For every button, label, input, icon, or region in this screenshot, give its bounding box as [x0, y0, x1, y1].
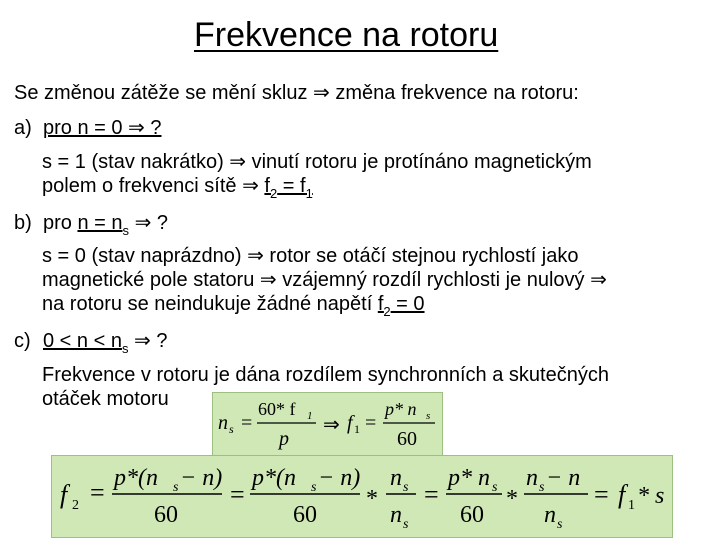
case-c-heading-post: ⇒ ? — [128, 330, 168, 352]
f1-num2-sub: s — [426, 410, 431, 422]
case-a-heading: pro n = 0 ⇒ ? — [43, 117, 162, 139]
case-b-line1: s = 0 (stav naprázdno) ⇒ rotor se otáčí stejnou rychlostí jako — [42, 245, 579, 267]
f1-f1-sub: 1 — [354, 422, 360, 436]
f1-lhs: n — [218, 412, 228, 434]
case-b-f2-zero — [377, 293, 425, 319]
f2-lhs: f — [60, 480, 68, 509]
f1-eq2: = — [365, 412, 377, 434]
f2-lhs-sub: 2 — [72, 498, 79, 513]
f1-f1: f — [347, 412, 353, 434]
case-b-heading-post: ⇒ ? — [129, 212, 169, 234]
f2-frac3-den: n — [390, 502, 402, 528]
f2-frac4-num: p* n — [448, 465, 490, 491]
formula2-svg — [52, 456, 672, 537]
case-c-inequality — [43, 330, 129, 356]
f1-num1: 60* f — [258, 399, 296, 419]
case-b-label: b) — [14, 212, 32, 234]
f2-frac5-num: n — [526, 465, 538, 491]
formula2-box — [51, 455, 673, 538]
f2-frac2-num: p*(n — [252, 465, 296, 491]
implies-icon: ⇒ — [313, 80, 330, 104]
f2-frac1-num-end: − n) — [180, 465, 223, 491]
f2-star1: * — [366, 486, 378, 512]
f2-subscript: 2 — [269, 186, 278, 201]
f2-frac1-num: p*(n — [114, 465, 158, 491]
case-a-line1: s = 1 (stav nakrátko) ⇒ vinutí rotoru je protínáno magnetickým — [42, 151, 592, 173]
ns-subscript: s — [121, 341, 129, 356]
f2-eq2: = — [230, 480, 245, 509]
n-equals-ns: n = n — [77, 212, 123, 234]
f2-frac5-den: n — [544, 502, 556, 528]
f2-star2: * — [506, 486, 518, 512]
case-b-line3-before: na rotoru se neindukuje žádné napětí — [42, 293, 378, 315]
f2-frac3-den-sub: s — [403, 517, 409, 532]
case-a-label: a) — [14, 117, 32, 139]
formula1-svg — [213, 393, 442, 456]
inequality-text: 0 < n < n — [43, 330, 122, 352]
case-b-line3 — [42, 292, 425, 324]
intro-line — [14, 80, 579, 105]
f2-frac5-num-sub: s — [539, 480, 545, 495]
intro-after: změna frekvence na rotoru: — [329, 82, 579, 104]
case-b-heading-eq — [77, 212, 130, 238]
f2-rhs-end: * s — [637, 483, 665, 509]
f2-eq1: = — [90, 478, 105, 507]
f2-eq3: = — [424, 480, 439, 509]
implies-icon: ⇒ — [323, 412, 340, 436]
page-title: Frekvence na rotoru — [194, 16, 499, 54]
f1-subscript: 1 — [305, 186, 313, 201]
f1-lhs-sub: s — [229, 422, 234, 436]
f2-frac1-den: 60 — [154, 502, 178, 528]
f2-frac2-num-sub: s — [311, 480, 317, 495]
f2-frac4-den: 60 — [460, 502, 484, 528]
equals-zero: = 0 — [390, 293, 425, 315]
case-c-label: c) — [14, 330, 31, 352]
case-b-heading — [43, 211, 168, 243]
f2-rhs: f — [618, 480, 626, 509]
f1-num1-sub: 1 — [307, 410, 313, 422]
case-a-line2 — [42, 174, 313, 206]
f2-frac5-den-sub: s — [557, 517, 563, 532]
case-c-heading — [43, 329, 167, 361]
f2-frac3-num-sub: s — [403, 480, 409, 495]
case-b-heading-pre: pro — [43, 212, 78, 234]
f1-den1: p — [279, 428, 289, 450]
f2-symbol: f — [377, 293, 384, 315]
case-b-line2: magnetické pole statoru ⇒ vzájemný rozdíl rychlosti je nulový ⇒ — [42, 269, 607, 291]
f1-eq: = — [241, 412, 253, 434]
equals-f1: = f — [277, 175, 306, 197]
ns-subscript: s — [122, 223, 130, 238]
f2-frac5-num-end: − n — [546, 465, 581, 491]
f2-frac4-num-sub: s — [492, 480, 498, 495]
f1-den2: 60 — [397, 428, 417, 450]
case-c-line2: otáček motoru — [42, 388, 169, 410]
case-c-line1: Frekvence v rotoru je dána rozdílem synchronních a skutečných — [42, 364, 609, 386]
f2-frac2-num-end: − n) — [318, 465, 361, 491]
intro-before: Se změnou zátěže se mění skluz — [14, 82, 314, 104]
f2-eq4: = — [594, 480, 609, 509]
case-a-f2-f1 — [264, 175, 313, 201]
f1-num2: p* n — [385, 399, 417, 419]
formula1-box — [212, 392, 443, 457]
f2-rhs-sub: 1 — [628, 498, 635, 513]
f2-subscript: 2 — [383, 304, 391, 319]
f2-frac1-num-sub: s — [173, 480, 179, 495]
f2-frac2-den: 60 — [293, 502, 317, 528]
f2-frac3-num: n — [390, 465, 402, 491]
f2-symbol: f — [264, 175, 270, 197]
case-a-line2-before: polem o frekvenci sítě ⇒ — [42, 175, 265, 197]
